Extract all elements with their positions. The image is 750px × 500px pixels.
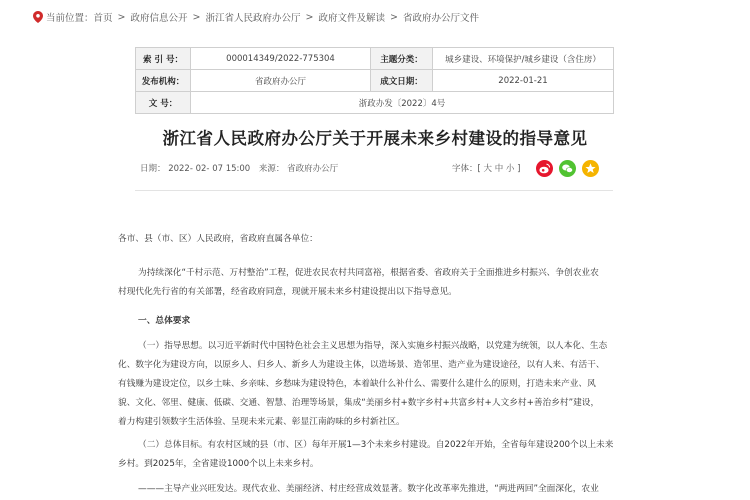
paragraph-line: 乡村。到2025年，全省建设1000个以上未来乡村。: [118, 459, 319, 469]
breadcrumb: [33, 9, 479, 25]
wechat-icon: [559, 160, 576, 177]
paragraph-line: 村现代化先行省的有关部署，经省政府同意，现就开展未来乡村建设提出以下指导意见。: [118, 287, 457, 297]
breadcrumb-office-docs[interactable]: 省政府办公厅文件: [402, 13, 479, 24]
docno-value: 浙政办发〔2022〕4号: [191, 92, 614, 114]
breadcrumb-gov-info[interactable]: 政府信息公开: [130, 13, 188, 24]
document-meta-table: [135, 47, 614, 114]
favorite-button[interactable]: [582, 160, 599, 177]
paragraph-line: 着力构建引领数字生活体验、呈现未来元素、彰显江南韵味的乡村新社区。: [118, 417, 405, 427]
issuer-label: 发布机构：: [136, 70, 191, 92]
publish-date: 日期： 2022- 02- 07 15:00: [140, 164, 251, 174]
weibo-icon: [536, 160, 553, 177]
date-label: 成文日期：: [371, 70, 433, 92]
location-pin-icon: [33, 11, 43, 23]
paragraph-line: ———主导产业兴旺发达。现代农业、美丽经济、村庄经营成效显著。数字化改革率先推进，“两进两回”全面深化，农业: [138, 484, 599, 494]
salutation: 各市、县（市、区）人民政府，省政府直属各单位：: [118, 234, 318, 244]
index-value: 000014349/2022-775304: [191, 48, 371, 70]
breadcrumb-separator: >: [389, 11, 398, 23]
paragraph-line: （二）总体目标。有农村区域的县（市、区）每年开展1—3个未来乡村建设。自2022年开始，全省每年建设200个以上未来: [138, 440, 614, 450]
breadcrumb-docs[interactable]: 政府文件及解读: [318, 13, 385, 24]
paragraph-line: 有钱赚为建设定位，以乡土味、乡亲味、乡愁味为建设特色，本着缺什么补什么、需要什么建什么的原则，打造未来产业、风: [118, 379, 596, 389]
breadcrumb-home[interactable]: 首页: [93, 13, 113, 24]
date-value: 2022-01-21: [433, 70, 614, 92]
paragraph-line: 貌、文化、邻里、健康、低碳、交通、智慧、治理等场景，集成“美丽乡村+数字乡村+共富乡村+人文乡村+善治乡村”建设，: [118, 398, 600, 408]
breadcrumb-separator: >: [117, 11, 126, 23]
breadcrumb-general-office[interactable]: 浙江省人民政府办公厅: [205, 13, 301, 24]
share-wechat-button[interactable]: [559, 160, 576, 177]
page-title: 浙江省人民政府办公厅关于开展未来乡村建设的指导意见: [162, 129, 588, 148]
docno-label: 文 号：: [136, 92, 191, 114]
star-icon: [582, 160, 599, 177]
paragraph-line: （一）指导思想。以习近平新时代中国特色社会主义思想为指导，深入实施乡村振兴战略，以党建为统领，以人本化、生态: [138, 341, 608, 351]
breadcrumb-prefix: 当前位置：: [46, 13, 94, 24]
breadcrumb-separator: >: [305, 11, 314, 23]
category-value: 城乡建设、环境保护/城乡建设（含住房）: [433, 48, 614, 70]
share-weibo-button[interactable]: [536, 160, 553, 177]
divider: [135, 190, 613, 191]
breadcrumb-separator: >: [192, 11, 201, 23]
article-source: 来源： 省政府办公厅: [258, 164, 339, 174]
font-size-switcher[interactable]: 字体：[ 大 中 小 ]: [452, 164, 521, 174]
paragraph-line: 化、数字化为建设方向，以原乡人、归乡人、新乡人为建设主体，以造场景、造邻里、造产业为建设途径，以有人来、有活干、: [118, 360, 605, 370]
issuer-value: 省政府办公厅: [191, 70, 371, 92]
category-label: 主题分类：: [371, 48, 433, 70]
section-heading: 一、总体要求: [138, 316, 191, 326]
index-label: 索 引 号：: [136, 48, 191, 70]
article-info: [140, 162, 344, 174]
paragraph-line: 为持续深化“千村示范、万村整治”工程，促进农民农村共同富裕，根据省委、省政府关于全面推进乡村振兴、争创农业农: [138, 268, 599, 278]
